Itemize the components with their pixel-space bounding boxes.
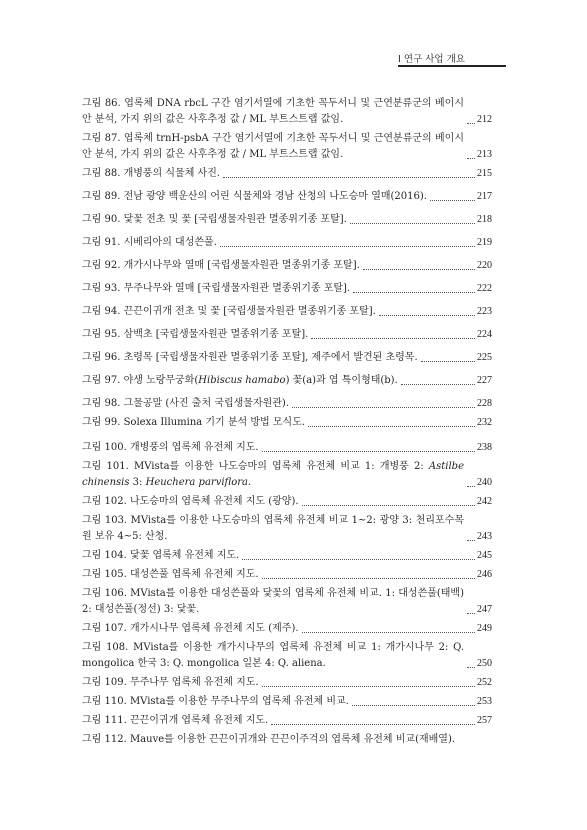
page-number: 213 — [477, 149, 492, 160]
dot-leader — [350, 223, 475, 224]
dot-leader — [311, 338, 475, 339]
page-number: 257 — [477, 715, 492, 726]
toc-entry-text: 그림 108. MVista를 이용한 개가시나무의 엽록체 유전체 비교 1: 개가시나무 2: Q. mongolica 한국 3: Q. mongolica 일본 4: Q. aliena. — [82, 642, 464, 669]
page-number: 249 — [477, 623, 492, 634]
page-number: 217 — [477, 191, 492, 202]
dot-leader — [262, 686, 475, 687]
toc-entry[interactable] — [82, 96, 492, 128]
page-number: 245 — [477, 550, 492, 561]
toc-entry-text: 그림 101. MVista를 이용한 나도승마의 엽록체 유전체 비교 1: 개병풍 2: Astilbe chinensis 3: Heuchera parviflora. — [82, 461, 464, 488]
page-number: 218 — [477, 214, 492, 225]
toc-entry-text: 그림 90. 닻꽃 전초 및 꽃 [국립생물자원관 멸종위기종 포탈]. — [82, 214, 347, 225]
dot-leader — [430, 200, 475, 201]
page-number: 252 — [477, 677, 492, 688]
page-number: 220 — [477, 260, 492, 271]
dot-leader — [467, 613, 475, 614]
toc-entry-text: 그림 100. 개병풍의 엽록체 유전체 지도. — [82, 442, 259, 453]
dot-leader — [302, 632, 475, 633]
dot-leader — [379, 315, 475, 316]
species-name: Astilbe chinensis — [82, 461, 464, 488]
dot-leader — [308, 426, 475, 427]
toc-entry-text: 그림 104. 닻꽃 엽록체 유전체 지도. — [82, 550, 240, 561]
toc-entry-text: 그림 91. 시베리아의 대성쓴풀. — [82, 237, 217, 248]
page-number: 242 — [477, 496, 492, 507]
toc-entry-text: 그림 92. 개가시나무와 열매 [국립생물자원관 멸종위기종 포탈]. — [82, 260, 360, 271]
page-number: 224 — [477, 329, 492, 340]
dot-leader — [467, 486, 475, 487]
toc-entry-text: 그림 97. 야생 노랑무궁화(Hibiscus hamabo) 꽃(a)과 엽 특이형태(b). — [82, 375, 398, 386]
page-number: 247 — [477, 604, 492, 615]
toc-entry[interactable] — [82, 189, 492, 205]
page-number: 232 — [477, 417, 492, 428]
toc-entry-text: 그림 94. 끈끈이귀개 전초 및 꽃 [국립생물자원관 멸종위기종 포탈]. — [82, 306, 376, 317]
page-number: 227 — [477, 375, 492, 386]
toc-entry[interactable] — [82, 440, 492, 456]
figure-list — [82, 96, 492, 748]
toc-entry[interactable] — [82, 567, 492, 583]
dot-leader — [242, 559, 475, 560]
toc-entry[interactable] — [82, 373, 492, 389]
toc-entry-text: 그림 109. 무주나무 엽록체 유전체 지도. — [82, 677, 259, 688]
page-number: 212 — [477, 114, 492, 125]
toc-entry[interactable] — [82, 281, 492, 297]
toc-entry[interactable] — [82, 350, 492, 366]
toc-entry-text: 그림 105. 대성쓴풀 엽록체 유전체 지도. — [82, 569, 259, 580]
toc-entry-text: 그림 107. 개가시나무 엽록체 유전체 지도 (제주). — [82, 623, 299, 634]
dot-leader — [220, 246, 475, 247]
toc-entry-text: 그림 98. 그물공말 (사진 출처 국립생물자원관). — [82, 398, 289, 409]
toc-entry-text: 그림 111. 끈끈이귀개 엽록체 유전체 지도. — [82, 715, 269, 726]
toc-entry[interactable] — [82, 513, 492, 545]
dot-leader — [467, 123, 475, 124]
dot-leader — [467, 158, 475, 159]
toc-entry-text: 그림 89. 전남 광양 백운산의 어린 식물체와 경남 산청의 나도승마 열매(2016). — [82, 191, 427, 202]
dot-leader — [421, 361, 475, 362]
species-name: Heuchera parviflora — [145, 477, 248, 488]
species-name: Hibiscus hamabo — [198, 375, 286, 386]
page-number: 228 — [477, 398, 492, 409]
toc-entry-text: 그림 95. 삼백초 [국립생물자원관 멸종위기종 포탈]. — [82, 329, 309, 340]
toc-entry[interactable] — [82, 459, 492, 491]
dot-leader — [292, 407, 475, 408]
toc-entry-text: 그림 99. Solexa Illumina 기기 분석 방법 모식도. — [82, 417, 306, 428]
dot-leader — [271, 724, 475, 725]
toc-entry-text: 그림 102. 나도승마의 엽록체 유전체 지도 (광양). — [82, 496, 299, 507]
toc-entry[interactable] — [82, 327, 492, 343]
toc-entry[interactable] — [82, 675, 492, 691]
page-number: 243 — [477, 531, 492, 542]
toc-entry[interactable] — [82, 694, 492, 710]
toc-entry[interactable] — [82, 166, 492, 182]
toc-entry-text: 그림 112. Mauve를 이용한 끈끈이귀개와 끈끈이주걱의 엽록체 유전체 비교(재배열). — [82, 734, 456, 745]
toc-entry[interactable] — [82, 640, 492, 672]
page-number: 240 — [477, 477, 492, 488]
dot-leader — [302, 505, 475, 506]
toc-entry[interactable] — [82, 548, 492, 564]
toc-entry[interactable] — [82, 586, 492, 618]
page-number: 215 — [477, 168, 492, 179]
page-number: 223 — [477, 306, 492, 317]
dot-leader — [223, 177, 475, 178]
running-header: Ⅰ 연구 사업 개요 — [398, 54, 465, 65]
page-number: 246 — [477, 569, 492, 580]
toc-entry-text: 그림 96. 초령목 [국립생물자원관 멸종위기종 포탈], 제주에서 발견된 초령목. — [82, 352, 418, 363]
dot-leader — [352, 705, 475, 706]
header-rule — [398, 65, 506, 67]
toc-entry[interactable] — [82, 396, 492, 412]
toc-entry-text: 그림 93. 무주나무와 열매 [국립생물자원관 멸종위기종 포탈]. — [82, 283, 351, 294]
dot-leader — [262, 451, 475, 452]
dot-leader — [467, 540, 475, 541]
toc-entry[interactable] — [82, 494, 492, 510]
dot-leader — [353, 292, 475, 293]
toc-entry-text: 그림 103. MVista를 이용한 나도승마의 엽록체 유전체 비교 1~2: 광양 3: 천리포수목원 보유 4~5: 산청. — [82, 515, 464, 542]
dot-leader — [401, 384, 475, 385]
toc-entry[interactable] — [82, 732, 492, 748]
page-number: 238 — [477, 442, 492, 453]
page-number: 250 — [477, 658, 492, 669]
toc-entry-text: 그림 110. MVista를 이용한 무주나무의 엽록체 유전체 비교. — [82, 696, 349, 707]
page-number: 222 — [477, 283, 492, 294]
page-number: 253 — [477, 696, 492, 707]
toc-entry[interactable] — [82, 713, 492, 729]
toc-entry[interactable] — [82, 235, 492, 251]
dot-leader — [363, 269, 475, 270]
toc-entry[interactable] — [82, 304, 492, 320]
toc-entry-text: 그림 106. MVista를 이용한 대성쓴풀와 닻꽃의 엽록체 유전체 비교. 1: 대성쓴풀(태백) 2: 대성쓴풀(정선) 3: 닻꽃. — [82, 588, 464, 615]
page-number: 225 — [477, 352, 492, 363]
toc-entry[interactable] — [82, 415, 492, 431]
page-number: 219 — [477, 237, 492, 248]
toc-entry-text: 그림 86. 엽록체 DNA rbcL 구간 염기서열에 기초한 꼭두서니 및 근연분류군의 베이시안 분석, 가지 위의 값은 사후추정 값 / ML 부트스트랩 값임. — [82, 98, 464, 125]
toc-entry[interactable] — [82, 131, 492, 163]
toc-entry[interactable] — [82, 258, 492, 274]
toc-entry-text: 그림 87. 엽록체 trnH-psbA 구간 염기서열에 기초한 꼭두서니 및 근연분류군의 베이시안 분석, 가지 위의 값은 사후추정 값 / ML 부트스트랩 값임. — [82, 133, 464, 160]
toc-entry[interactable] — [82, 621, 492, 637]
toc-entry[interactable] — [82, 212, 492, 228]
toc-entry-text: 그림 88. 개병풍의 식물체 사진. — [82, 168, 221, 179]
dot-leader — [467, 667, 475, 668]
dot-leader — [262, 578, 475, 579]
